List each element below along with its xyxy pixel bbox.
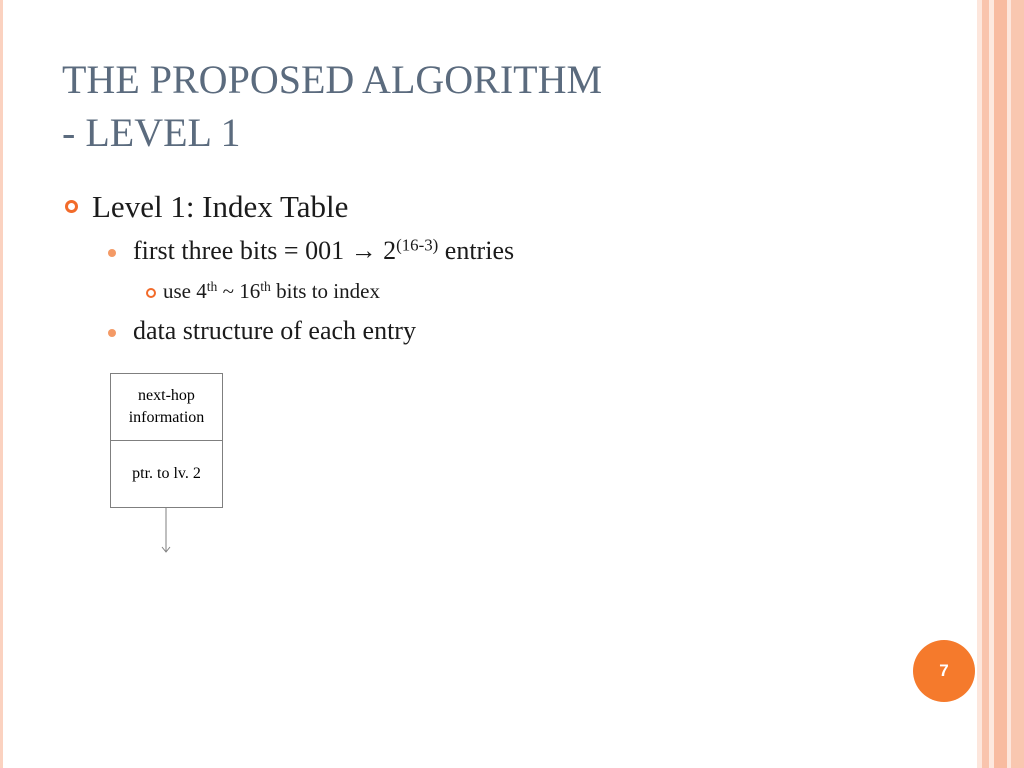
use-bits-sup-1: th xyxy=(206,279,218,295)
pointer-arrow-icon xyxy=(156,507,176,557)
use-bits-pre: use 4 xyxy=(163,279,207,303)
first-bits-exponent: (16-3) xyxy=(396,235,439,255)
bullet-small-ring-icon xyxy=(146,288,156,298)
bullet-use-bits-to-index xyxy=(163,281,380,302)
slide-title-line-2: - LEVEL 1 xyxy=(62,110,241,155)
page-number-badge: 7 xyxy=(913,640,975,702)
first-bits-tail: entries xyxy=(438,236,515,265)
bullet-first-three-bits xyxy=(133,235,515,265)
use-bits-sup-2: th xyxy=(260,279,271,295)
left-edge-stripe xyxy=(0,0,3,768)
first-bits-text: first three bits = 001 → 2 xyxy=(133,236,397,265)
bullet-data-structure: data structure of each entry xyxy=(133,316,416,345)
use-bits-tail: bits to index xyxy=(270,279,380,303)
bullet-dot-icon xyxy=(108,249,116,257)
use-bits-mid: ~ 16 xyxy=(217,279,261,303)
slide-title-line-1: THE PROPOSED ALGORITHM xyxy=(62,57,603,102)
bullet-level1-index-table: Level 1: Index Table xyxy=(92,189,349,224)
bullet-dot-icon xyxy=(108,329,116,337)
decor-stripe-4 xyxy=(994,0,1007,768)
entry-cell-pointer: ptr. to lv. 2 xyxy=(110,440,223,508)
bullet-ring-icon xyxy=(65,200,78,213)
decor-stripe-2 xyxy=(982,0,989,768)
entry-cell-next-hop: next-hop information xyxy=(110,373,223,441)
decor-stripe-6 xyxy=(1011,0,1024,768)
